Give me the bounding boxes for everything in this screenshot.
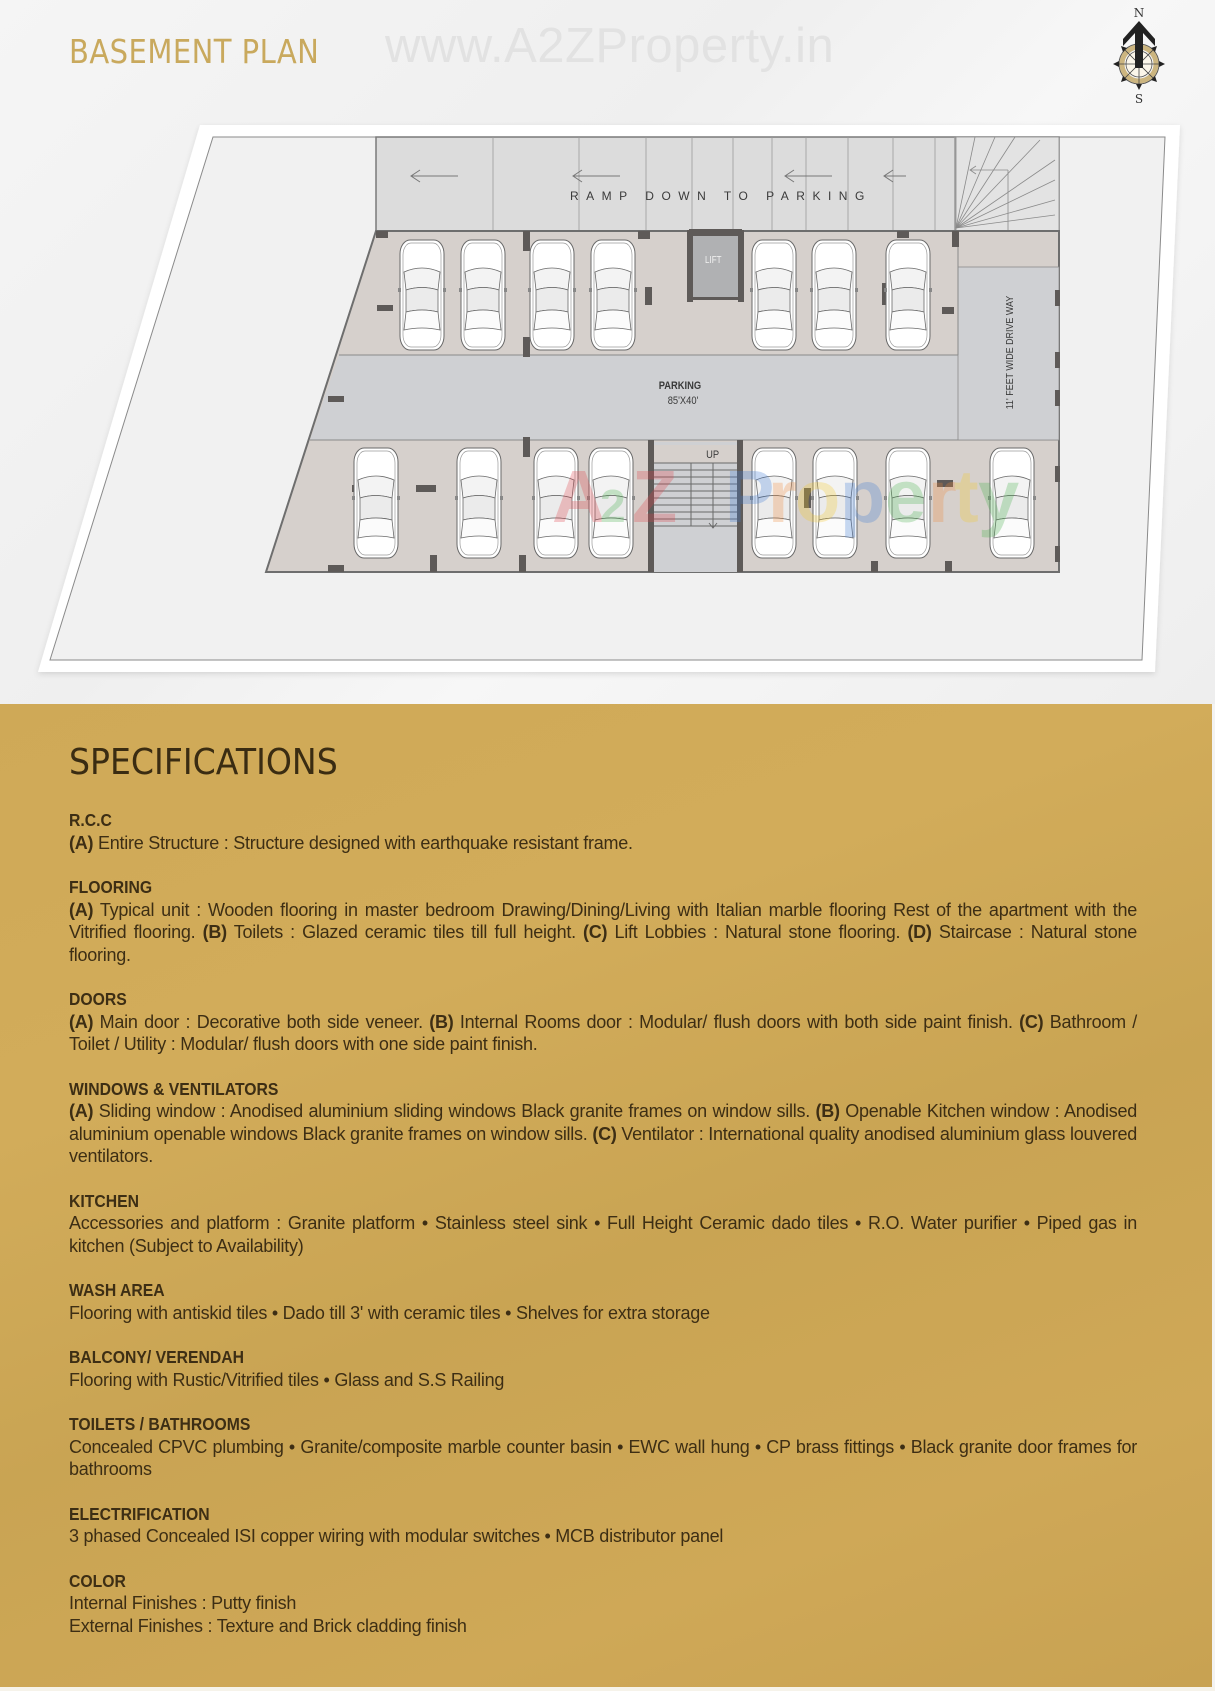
spec-wash-area [69,1279,1137,1324]
spec-heading: FLOORING [69,877,153,897]
spec-text: (A) Main door : Decorative both side veneer. (B) Internal Rooms door : Modular/ flush doors with both side paint finish. (C) Bathroom / Toilet / Utility : Modular/ flush doors with one side paint finish. [69,1011,1138,1054]
stair-up-label: UP [706,449,720,461]
spec-heading: WASH AREA [69,1280,165,1300]
spec-heading: R.C.C [69,810,112,830]
compass-rose-icon [1108,2,1170,106]
spec-toilets-bathrooms [69,1413,1137,1481]
spec-text: Concealed CPVC plumbing • Granite/composite marble counter basin • EWC wall hung • CP brass fittings • Black granite door frames for bathrooms [69,1436,1137,1479]
compass-south-label: S [1134,92,1144,106]
spec-text: Accessories and platform : Granite platform • Stainless steel sink • Full Height Ceramic dado tiles • R.O. Water purifier • Piped gas in kitchen (Subject to Availability) [69,1213,1137,1256]
spec-heading: KITCHEN [69,1190,140,1211]
spec-doors [69,988,1137,1056]
spec-heading: DOORS [69,989,127,1009]
svg-text:A: A [552,455,606,538]
ramp-label: RAMP DOWN TO PARKING [570,189,872,203]
floor-plan [0,0,1215,704]
compass-north-label: N [1133,6,1145,20]
svg-text:o: o [795,455,841,538]
spec-heading: COLOR [69,1570,126,1591]
spec-color [69,1570,1137,1638]
svg-text:y: y [978,455,1020,538]
spec-balcony [69,1346,1137,1391]
svg-text:2: 2 [600,480,626,532]
spec-text: 3 phased Concealed ISI copper wiring with modular switches • MCB distributor panel [69,1526,724,1546]
spec-rcc [69,809,1137,854]
parking-size: 85'X40' [667,395,699,407]
watermark-url: www.A2ZProperty.in [385,19,835,73]
spec-heading: BALCONY/ VERENDAH [69,1347,245,1367]
svg-text:P: P [725,455,775,538]
driveway-label: 11' FEET WIDE DRIVE WAY [1004,295,1016,410]
lift-label: LIFT [705,255,722,266]
svg-text:Z: Z [632,455,678,538]
specifications-title: SPECIFICATIONS [69,742,338,783]
spec-text: (A) Entire Structure : Structure designed with earthquake resistant frame. [69,832,633,853]
svg-text:r: r [928,455,957,538]
spec-windows-ventilators [69,1078,1137,1168]
spec-kitchen [69,1190,1137,1258]
spec-heading: ELECTRIFICATION [69,1503,210,1524]
spec-text: (A) Sliding window : Anodised aluminium sliding windows Black granite frames on window sills. (B) Openable Kitchen window : Anodised aluminium openable windows Black granite frames on window sills. (C) Ventilator : International quality anodised aluminium glass louvered ventilators. [69,1101,1138,1166]
spec-flooring [69,876,1137,966]
svg-text:t: t [954,455,979,538]
svg-text:e: e [885,455,927,538]
bottom-strip [0,1687,1215,1691]
spec-text: Internal Finishes : Putty finish [69,1593,297,1613]
spec-heading: WINDOWS & VENTILATORS [69,1078,279,1099]
specifications-list [69,809,1137,1659]
parking-label: PARKING [658,380,702,392]
spec-heading: TOILETS / BATHROOMS [69,1414,251,1434]
svg-text:r: r [768,455,797,538]
spec-text: Flooring with Rustic/Vitrified tiles • Glass and S.S Railing [69,1369,505,1390]
spec-electrification [69,1503,1137,1548]
svg-text:p: p [840,455,886,538]
spec-text: (A) Typical unit : Wooden flooring in master bedroom Drawing/Dining/Living with Italian marble flooring Rest of the apartment with the Vitrified flooring. (B) Toilets : Glazed ceramic tiles till full height. (C) Lift Lobbies : Natural stone flooring. (D) Staircase : Natural stone flooring. [69,899,1137,965]
basement-plan-section [0,0,1215,704]
specifications-section [0,704,1212,1687]
spec-text: External Finishes : Texture and Brick cladding finish [69,1615,467,1636]
floor-plan-drawing [0,0,1215,704]
spec-text: Flooring with antiskid tiles • Dado till 3' with ceramic tiles • Shelves for extra storage [69,1302,710,1323]
page-title: BASEMENT PLAN [69,32,320,71]
